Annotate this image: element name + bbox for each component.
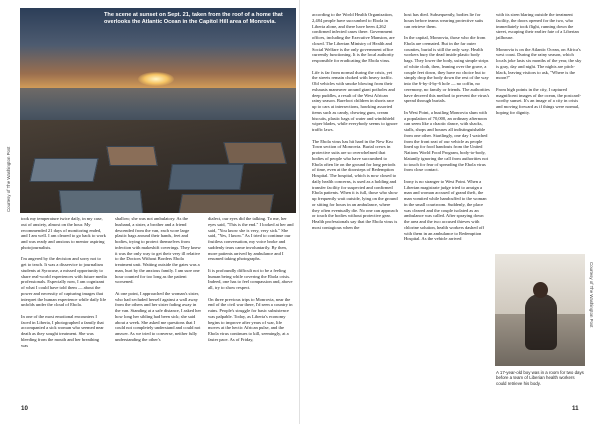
paragraph: In West Point, a bustling Monrovia slum with a population of 70,000, an ordinary afternoon can seem like a chaotic dance, with shacks, stalls, shops and houses all indistinguishable from one other. Startlingly, one day I watched from the front seat of our vehicle as people lined up for food handouts from the United Nations World Food Program, body-to-body, blatantly ignoring the call from authorities not to touch for fear of spreading the Ebola virus from close contact.	[404, 109, 489, 173]
paragraph: The Ebola virus has hit hard in the New Kru Town section of Monrovia. Burial crews in protective suits are so overwhelmed that bodies of people who have succumbed to Ebola often lie on the ground for long periods of time, even at the doorsteps of Redemption Hospital. The hospital, which is now closed to daily health concerns, is used as a holding and transfer facility for suspected and confirmed Ebola patients. When it is full, those who show up frequently wait outside, lying on the ground or sitting for hours in an ambulance, where they often eventually die. No one can approach or touch the bodies without protective gear. Health professionals say that the Ebola virus is most contagious when the	[312, 138, 398, 230]
article-column	[404, 12, 490, 242]
paragraph: shallow; she was not ambulatory. As the husband, a sister, a brother and a friend descended from the van, each wore large plastic bags around their hands, feet and bodies, trying to protect themselves from infection with makeshift coverings. They knew it was the only way to get their very ill relative to the Doctors Without Borders Ebola treatment unit. Waiting outside the gates was a man, hurt by the anxious family. I am sure one hour counted for too long as the patient worsened.	[115, 216, 201, 285]
paragraph: In one of the most emotional encounters I faced in Liberia, I photographed a family that accompanied a sick woman who seemed near death as they sought treatment. She was bleeding from the mouth and her breathing was	[21, 313, 104, 348]
boy-photo	[495, 254, 585, 366]
paragraph: dialect, our eyes did the talking. To me, her eyes said, "This is the end." I looked at her and said, "You know she is very, very sick." She said, "Yes, I know." As I tried to continue our fruitless conversation, my voice broke and suddenly tears came involuntarily. By then, more patients arrived by ambulance and I resumed taking photographs.	[208, 216, 294, 262]
rooftop	[168, 164, 244, 190]
article-column	[115, 216, 201, 343]
page-number: 10	[21, 405, 28, 412]
paragraph: with its siren blaring outside the treatment facility, the doors opened for the two, who immediately took flight, running down the street, escaping their earlier fate of a Liberian jailhouse.	[496, 12, 579, 40]
paragraph: On three previous trips to Monrovia, near the end of the civil war there, I'd seen a country in ruins. People's struggle for basic subsistence was palpable. Today, as Liberia's economy begins to improve after years of war, life moves at the hectic African pulse, and the Ebola virus continues to kill, seemingly, at a faster pace. As of Friday,	[208, 296, 293, 342]
photo-credit: Courtesy of The Washington Post	[589, 262, 594, 328]
rooftop	[178, 194, 274, 213]
sunset-photo-caption: The scene at sunset on Sept. 21, taken from the roof of a home that overlooks the Atlantic Ocean in the Capitol Hill area of Monrovia.	[104, 12, 283, 25]
head	[533, 282, 548, 298]
boy-photo-caption: A 17-year-old boy was in a room for two days before a team of Liberian health workers could retrieve his body.	[496, 370, 584, 386]
paragraph: At one point, I approached the woman's sister, who had secluded herself against a wall away from the others and her sister fading away in the van. Standing at a safe distance, I asked her how long her sibling had been sick; she said about a week. She asked me questions that I could not completely understand and could not answer. As we tried to converse, neither fully understanding the other's	[115, 290, 201, 342]
rooftop	[223, 142, 286, 164]
sun	[138, 72, 174, 86]
paragraph: I'm angered by the decision and sorry not to get to teach. It was a disservice to journalism students at Syracuse, a missed opportunity to share real-world experiences with future media professionals. Especially now, I am cognizant of what I could have told them — about the power and necessity of capturing images that interpret the human experience while daily life unfolds under the cloud of Ebola.	[21, 256, 107, 308]
article-column	[496, 12, 582, 116]
paragraph: Monrovia is on the Atlantic Ocean, on Africa's west coast. During the rainy season, which locals joke lasts six months of the year, the sky is gray, day and night. The nights are pitch-black, leaving visitors to ask, "Where is the moon?"	[496, 46, 582, 81]
paragraph: took my temperature twice daily, in my case, out of anxiety, almost on the hour. My recommended 21 days of monitoring ended, and I am well. I am cleared to go back to work and was ready and anxious to mentor aspiring photojournalists.	[21, 216, 106, 250]
paragraph: according to the World Health Organization, 2,484 people have succumbed to Ebola in Liberia alone, and there have been 4,262 confirmed infected cases there. Government offices, including the Executive Mansion, are closed. The Liberian Ministry of Health and Social Welfare is the only government office currently functioning. It is the local authority responsible for eradicating the Ebola virus.	[312, 12, 395, 63]
article-column	[208, 216, 294, 343]
paragraph: In the capital, Monrovia, those who die from Ebola are cremated. But in the far outer counties, burial is still the only way. Health workers bury the dead inside plastic body bags. They lower the body, using simple strips of white cloth, then, leaning over the grave, a couple feet down, they have no choice but to simply drop the body down the rest of the way into the 6-by-4-by-6 hole — no coffin, no ceremony, no family or friends. The authorities have decreed this method to prevent the virus's spread through burials.	[404, 35, 490, 104]
paragraph: Life is far from normal during the crisis, yet the streets remain choked with heavy traffic. Old vehicles with smoke blowing from their exhausts maneuver around giant potholes and deep puddles, a result of the West African rainy season. Barefoot children in shorts race up to cars at intersections, hawking assorted items such as candy, chewing gum, cream biscuits, plastic bags of water and windshield wiper blades, while everybody seems to ignore traffic laws.	[312, 69, 398, 132]
article-column	[21, 216, 107, 348]
body-figure	[525, 294, 557, 350]
sunset-photo	[20, 8, 296, 213]
rooftop	[29, 158, 98, 182]
paragraph: Irony is no stranger to West Point. When a Liberian magistrate judge tried to arraign a man and woman accused of grand theft, the man vomited while handcuffed to the woman in the small courtroom. Suddenly, the place was cleared and the couple isolated as an ambulance was called. After spraying down the area and the two accused thieves with chlorine solution, health workers dashed off with them in an ambulance to Redemption Hospital. As the vehicle arrived	[404, 178, 487, 242]
rooftop	[59, 190, 144, 213]
paragraph: From high points in the city, I captured magnificent images of the ocean, the postcard-worthy sunset. It's an image of a city in crisis and moving forward as if things were normal, hoping for dignity.	[496, 86, 581, 115]
photo-credit: Courtesy of The Washington Post	[6, 146, 11, 212]
page-number: 11	[572, 405, 579, 412]
rooftop	[106, 146, 158, 166]
paragraph: host has died. Subsequently, bodies lie for hours before teams wearing protective suits can retrieve them.	[404, 12, 484, 29]
article-column	[312, 12, 398, 231]
paragraph: It is profoundly difficult not to be a feeling human being while covering the Ebola crisis. Indeed, one has to feel compassion and, above all, try to show respect.	[208, 267, 293, 290]
